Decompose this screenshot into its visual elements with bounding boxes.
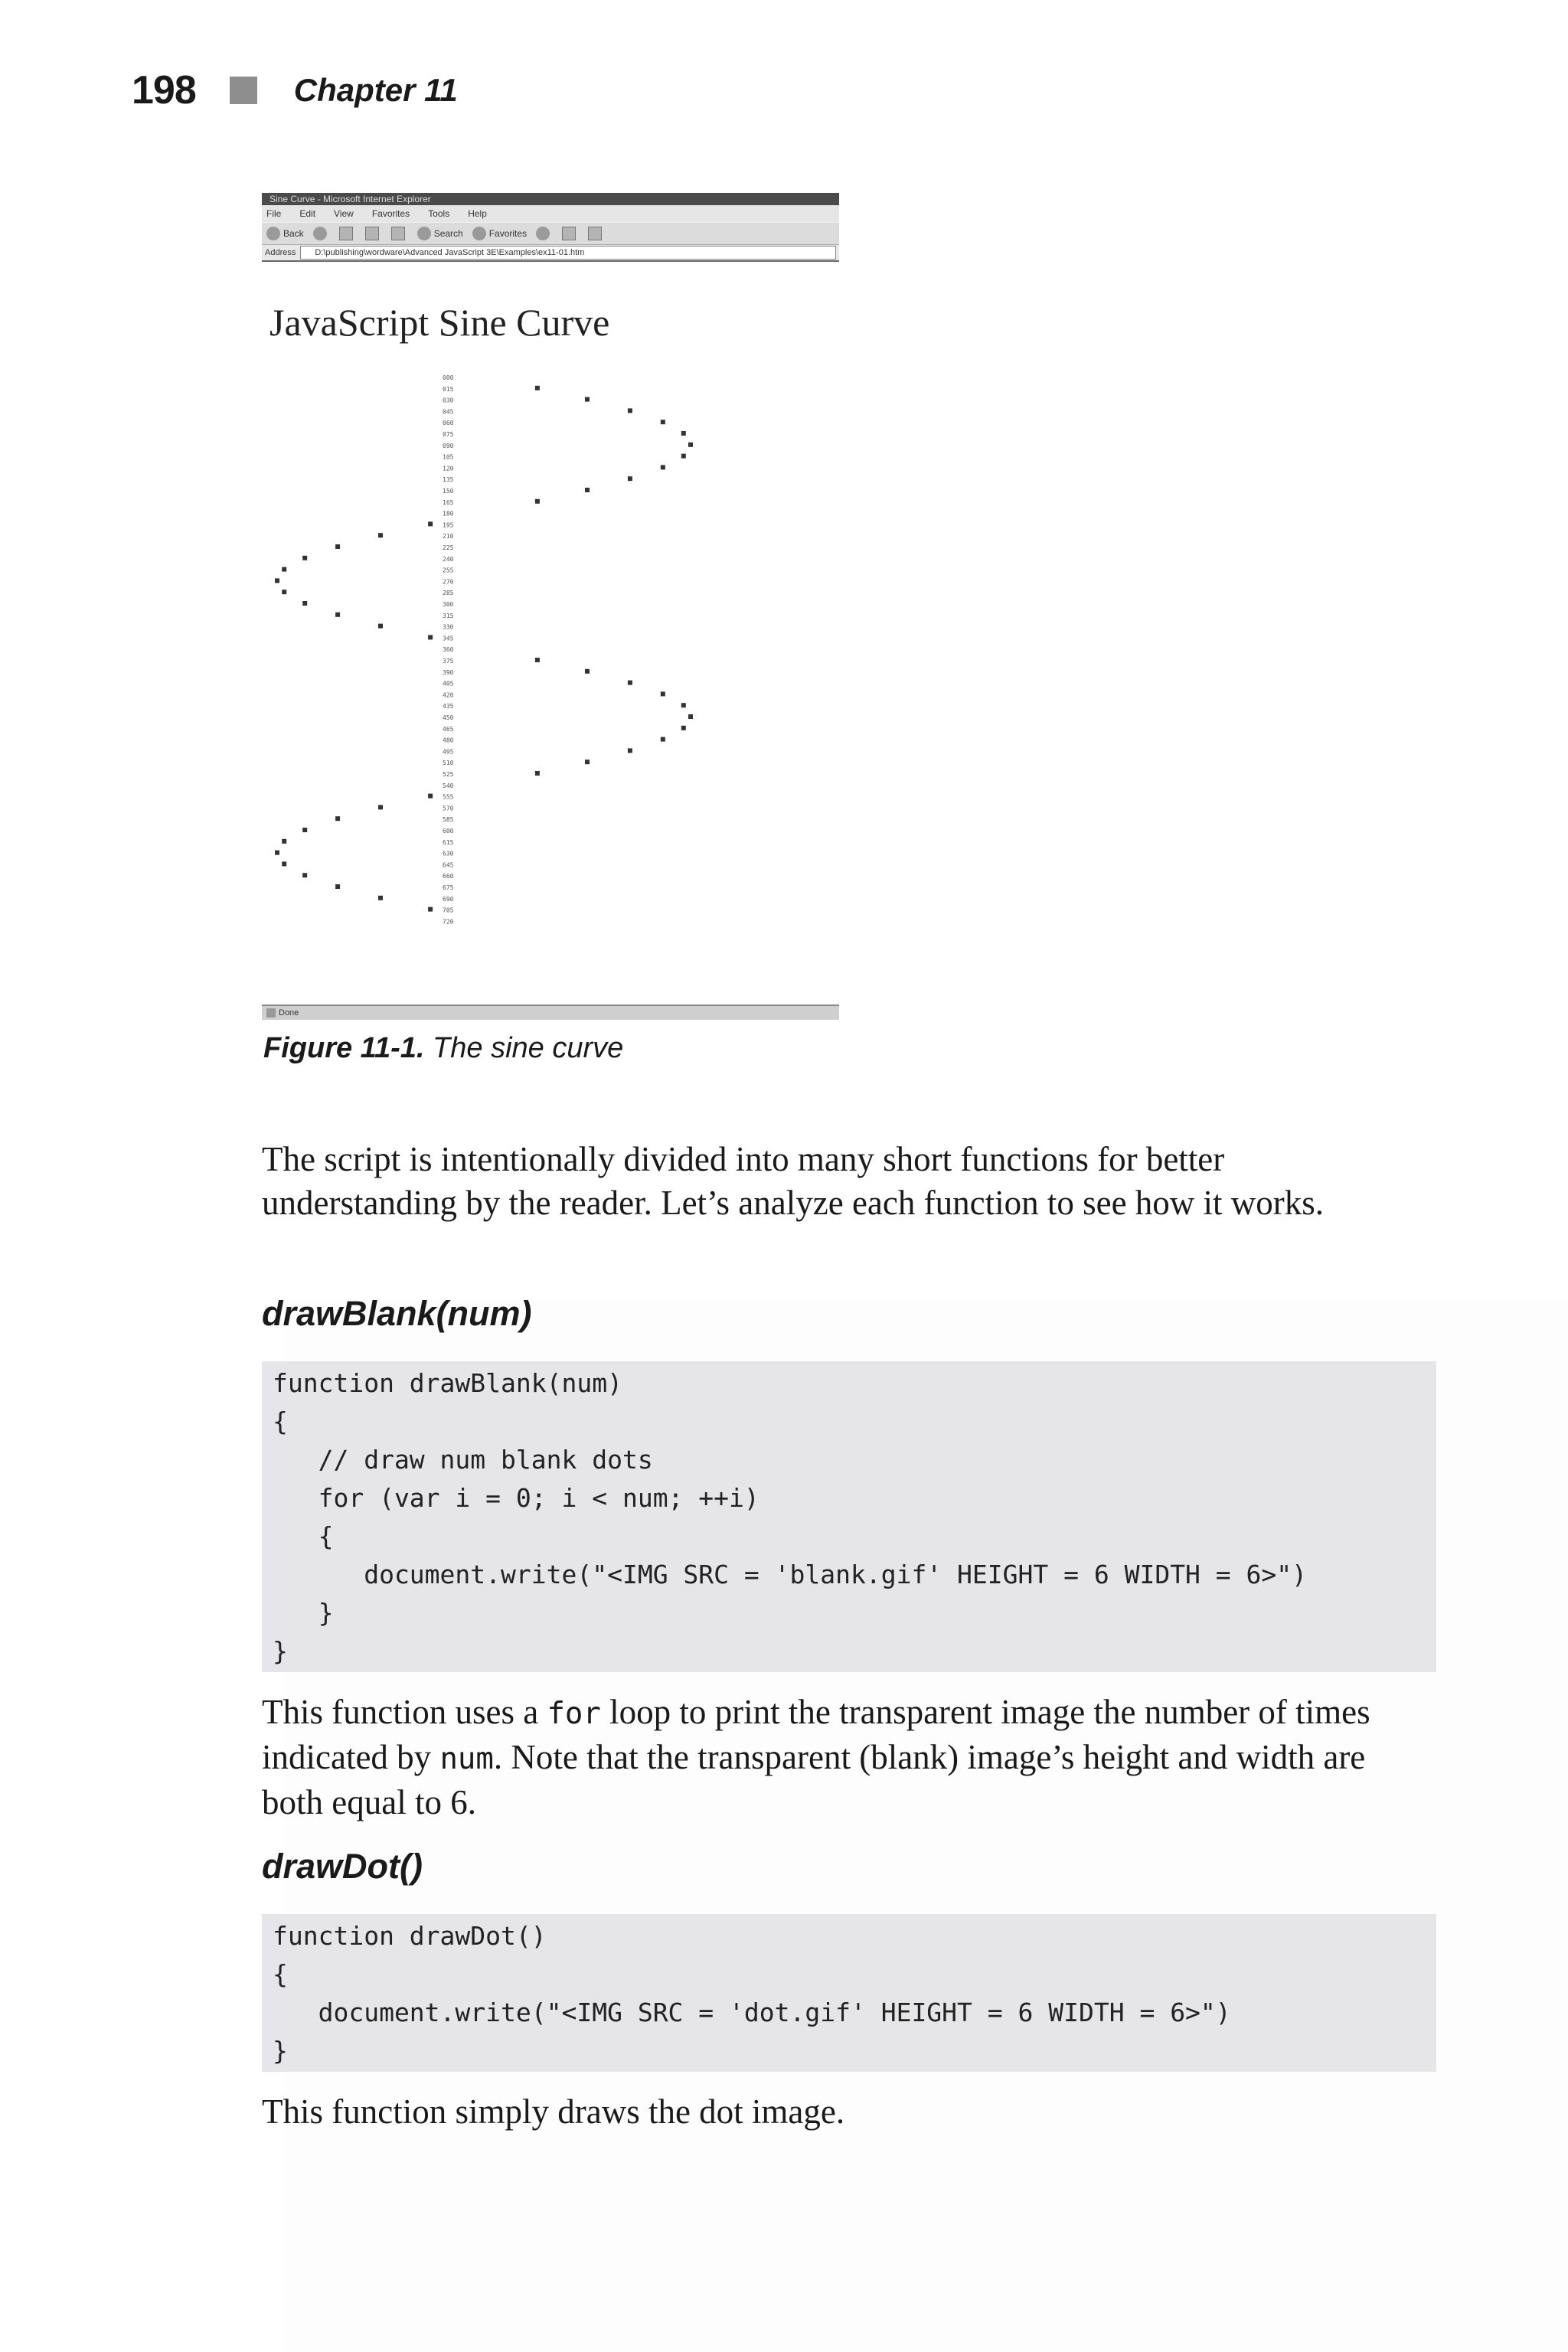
sine-dot	[681, 454, 686, 459]
angle-label: 300	[443, 601, 454, 608]
angle-label: 645	[443, 861, 454, 869]
angle-label: 000	[443, 374, 454, 381]
sine-dot	[282, 590, 286, 594]
angle-label: 705	[443, 906, 454, 914]
sine-dot	[688, 714, 693, 719]
angle-label: 330	[443, 623, 454, 631]
sine-dot	[628, 476, 632, 481]
back-arrow-icon	[266, 227, 280, 240]
refresh-button[interactable]	[365, 227, 382, 240]
forward-arrow-icon	[313, 227, 327, 240]
angle-label: 495	[443, 748, 454, 756]
running-header	[132, 67, 458, 113]
menu-tools[interactable]: Tools	[428, 208, 450, 219]
sine-dot	[335, 612, 340, 617]
sine-dot	[688, 443, 693, 447]
sine-dot	[428, 635, 433, 639]
angle-label: 525	[443, 771, 454, 778]
intro-paragraph: The script is intentionally divided into many short functions for better understanding by the reader. Let’s analyze each function to see how it works.	[262, 1140, 1325, 1222]
sine-dot	[302, 828, 307, 832]
home-icon	[391, 227, 405, 240]
angle-label: 510	[443, 760, 454, 767]
angle-label: 315	[443, 612, 454, 619]
sine-dot	[302, 556, 307, 560]
angle-label: 375	[443, 658, 454, 665]
sine-dot	[282, 567, 286, 572]
angle-label: 585	[443, 816, 454, 824]
star-icon	[472, 227, 486, 240]
angle-label: 405	[443, 680, 454, 688]
angle-label: 450	[443, 714, 454, 721]
angle-label: 555	[443, 793, 454, 801]
sine-dot	[378, 896, 383, 900]
sine-dot	[535, 658, 540, 662]
sine-dot	[275, 851, 279, 855]
sine-dot	[628, 748, 632, 753]
angle-label: 090	[443, 442, 454, 449]
sine-dot	[378, 533, 383, 537]
sine-dot	[661, 420, 665, 424]
sine-dot	[661, 465, 665, 469]
angle-label: 435	[443, 703, 454, 710]
page-done-icon	[266, 1008, 276, 1018]
sine-dot	[428, 521, 433, 526]
angle-label: 240	[443, 555, 454, 563]
page-number: 198	[132, 68, 196, 113]
angle-label: 045	[443, 408, 454, 416]
angle-label: 135	[443, 476, 454, 484]
browser-screenshot-figure	[262, 193, 839, 1020]
angle-label: 075	[443, 431, 454, 438]
code-block-drawdot: function drawDot() { document.write("<IMG SRC = 'dot.gif' HEIGHT = 6 WIDTH = 6>") }	[262, 1914, 1436, 2072]
stop-button[interactable]	[339, 227, 356, 240]
menu-help[interactable]: Help	[468, 208, 487, 219]
sine-dot	[535, 386, 540, 390]
sine-dot	[428, 907, 433, 912]
figure-caption	[263, 1032, 623, 1065]
sine-dot	[585, 760, 590, 764]
history-icon	[536, 227, 550, 240]
angle-label: 600	[443, 828, 454, 835]
sine-curve-plot	[262, 369, 839, 982]
code-block-drawblank: function drawBlank(num) { // draw num blank dots for (var i = 0; i < num; ++i) { document.write("<IMG SRC = 'blank.gif' HEIGHT = 6 WIDTH = 6>") } }	[262, 1361, 1436, 1672]
browser-toolbar	[262, 222, 839, 245]
menu-bar	[262, 205, 839, 222]
angle-label: 255	[443, 567, 454, 574]
menu-view[interactable]: View	[334, 208, 354, 219]
angle-label: 180	[443, 510, 454, 518]
refresh-icon	[365, 227, 379, 240]
angle-label: 195	[443, 521, 454, 529]
figure-caption-text: The sine curve	[424, 1032, 624, 1064]
angle-label: 420	[443, 691, 454, 699]
sine-dot	[428, 794, 433, 799]
search-button[interactable]: Search	[417, 227, 463, 240]
menu-file[interactable]: File	[266, 208, 282, 219]
angle-label: 165	[443, 498, 454, 506]
sine-dot	[661, 737, 665, 742]
angle-label: 720	[443, 918, 454, 926]
mail-button[interactable]	[562, 227, 579, 240]
angle-label: 060	[443, 420, 454, 427]
angle-label: 540	[443, 782, 454, 789]
drawblank-explanation: This function uses a for loop to print the transparent image the number of times indicated by num. Note that the transparent (blank) image’s height and width are both equal to 6.	[262, 1693, 1370, 1821]
angle-label: 105	[443, 453, 454, 461]
search-icon	[417, 227, 431, 240]
angle-label: 225	[443, 544, 454, 551]
header-square-icon	[230, 77, 257, 104]
angle-label: 675	[443, 884, 454, 891]
inline-code-num: num	[439, 1742, 494, 1776]
angle-label: 285	[443, 590, 454, 597]
address-label: Address	[265, 248, 296, 257]
angle-label: 360	[443, 646, 454, 654]
page-heading: JavaScript Sine Curve	[270, 301, 610, 344]
sine-dot	[378, 624, 383, 629]
angle-label: 345	[443, 635, 454, 642]
figure-caption-label: Figure 11-1.	[263, 1032, 425, 1064]
sine-dot	[335, 816, 340, 821]
sine-dot	[681, 726, 686, 730]
menu-edit[interactable]: Edit	[299, 208, 316, 219]
section-heading-drawblank: drawBlank(num)	[262, 1294, 532, 1333]
sine-dot	[275, 578, 279, 583]
sine-dot	[681, 431, 686, 436]
window-titlebar: Sine Curve - Microsoft Internet Explorer	[262, 193, 839, 205]
status-bar: Done	[262, 1004, 839, 1020]
sine-dot	[378, 805, 383, 809]
angle-label: 030	[443, 397, 454, 404]
angle-label: 390	[443, 668, 454, 676]
drawdot-explanation: This function simply draws the dot image.	[262, 2092, 845, 2131]
sine-dot	[535, 499, 540, 504]
history-button[interactable]	[536, 227, 553, 240]
address-input[interactable]: D:\publishing\wordware\Advanced JavaScript 3E\Examples\ex11-01.htm	[300, 246, 836, 260]
sine-dot	[282, 861, 286, 866]
sine-dot	[335, 884, 340, 889]
angle-label: 210	[443, 533, 454, 541]
angle-label: 270	[443, 578, 454, 586]
sine-dot	[585, 669, 590, 674]
sine-dot	[535, 771, 540, 776]
home-button[interactable]	[391, 227, 408, 240]
sine-dot	[628, 408, 632, 413]
inline-code-for: for	[547, 1697, 601, 1731]
angle-label: 660	[443, 873, 454, 880]
print-icon	[588, 227, 602, 240]
sine-dot	[335, 544, 340, 549]
sine-dot	[302, 601, 307, 606]
sine-dot	[282, 839, 286, 844]
stop-icon	[339, 227, 353, 240]
sine-dot	[302, 873, 307, 877]
angle-label: 615	[443, 838, 454, 846]
sine-dot	[681, 703, 686, 707]
menu-favorites[interactable]: Favorites	[371, 208, 410, 219]
angle-label: 690	[443, 895, 454, 903]
angle-label: 015	[443, 385, 454, 393]
sine-dot	[585, 488, 590, 492]
angle-label: 465	[443, 725, 454, 733]
angle-label: 570	[443, 805, 454, 812]
mail-icon	[562, 227, 576, 240]
chapter-label: Chapter 11	[293, 72, 458, 108]
angle-label: 120	[443, 465, 454, 472]
angle-label: 150	[443, 488, 454, 495]
sine-dot	[661, 691, 665, 696]
angle-label: 630	[443, 850, 454, 858]
print-button[interactable]	[588, 227, 605, 240]
sine-dot	[585, 397, 590, 402]
address-bar	[262, 245, 839, 262]
angle-label: 480	[443, 737, 454, 744]
forward-button[interactable]	[313, 227, 330, 240]
section-heading-drawdot: drawDot()	[262, 1847, 423, 1886]
back-button[interactable]: Back	[266, 227, 304, 240]
favorites-button[interactable]: Favorites	[472, 227, 527, 240]
sine-dot	[628, 681, 632, 685]
